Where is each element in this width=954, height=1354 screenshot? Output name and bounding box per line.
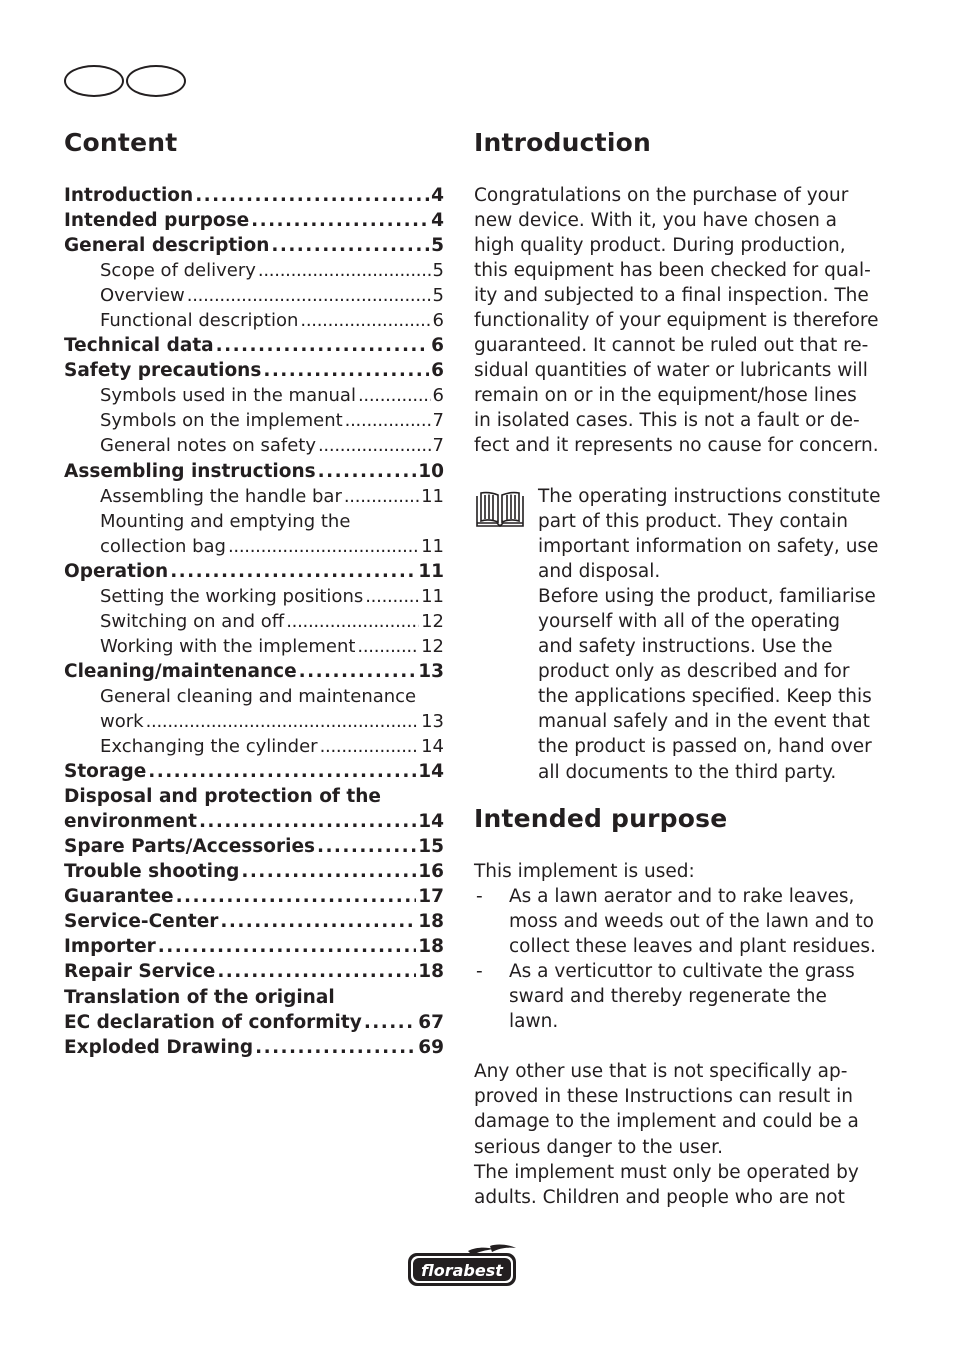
toc-entry-page: 10 <box>418 460 444 482</box>
toc-entry-label: Storage <box>64 761 147 783</box>
introduction-heading: Introduction <box>474 128 651 157</box>
toc-dot-leader <box>263 358 429 383</box>
toc-entry-label: Importer <box>64 936 156 958</box>
toc-dot-leader <box>170 559 416 584</box>
introduction-text <box>474 183 879 459</box>
purpose-line: damage to the implement and could be a <box>474 1111 859 1133</box>
toc-dot-leader <box>320 734 420 759</box>
intended-purpose-text <box>474 859 876 1210</box>
intro-line: Congratulations on the purchase of your <box>474 185 849 206</box>
manual-note-line: product only as described and for <box>538 661 850 683</box>
toc-entry <box>64 959 444 984</box>
toc-entry-page: 17 <box>418 886 444 908</box>
toc-dot-leader <box>158 934 416 959</box>
manual-note-line: part of this product. They contain <box>538 511 848 533</box>
toc-entry-label: Service-Center <box>64 911 219 933</box>
toc-entry <box>64 985 444 1010</box>
toc-entry-label: General description <box>64 235 270 257</box>
toc-entry <box>64 759 444 784</box>
toc-entry-label: Introduction <box>64 185 194 206</box>
purpose-line: serious danger to the user. <box>474 1136 723 1158</box>
bullet-dash: - <box>476 886 483 908</box>
toc-dot-leader <box>148 759 416 784</box>
toc-entry <box>64 509 444 534</box>
toc-entry-page: 18 <box>418 911 444 933</box>
toc-entry <box>64 659 444 684</box>
toc-entry-label: Switching on and off <box>100 610 285 632</box>
toc-entry-page: 13 <box>421 710 444 732</box>
toc-dot-leader <box>364 1010 416 1035</box>
toc-entry-label: Symbols on the implement <box>100 410 343 432</box>
intended-purpose-heading: Intended purpose <box>474 804 728 833</box>
toc-dot-leader <box>358 383 431 408</box>
language-oval-right <box>126 65 186 97</box>
bullet-line: As a verticuttor to cultivate the grass <box>509 961 855 983</box>
manual-note-line: important information on safety, use <box>538 536 879 558</box>
toc-entry-label: Operation <box>64 560 169 582</box>
toc-entry-page: 67 <box>418 1011 444 1033</box>
toc-entry <box>64 559 444 584</box>
toc-dot-leader <box>195 183 429 208</box>
toc-dot-leader <box>300 308 430 333</box>
toc-entry-page: 15 <box>418 836 444 858</box>
toc-entry-label: environment <box>64 811 197 833</box>
toc-entry <box>64 358 444 383</box>
toc-dot-leader <box>217 959 416 984</box>
toc-entry <box>64 1010 444 1035</box>
toc-entry <box>64 634 444 659</box>
toc-entry-label: Exchanging the cylinder <box>100 736 318 758</box>
purpose-after-text <box>474 1059 864 1209</box>
toc-entry-label: Overview <box>100 285 185 307</box>
toc-entry <box>64 609 444 634</box>
toc-entry-page: 11 <box>421 535 444 557</box>
toc-entry-label: Repair Service <box>64 961 216 983</box>
toc-entry <box>64 459 444 484</box>
toc-dot-leader <box>228 534 419 559</box>
toc-dot-leader <box>318 433 431 458</box>
purpose-line: The implement must only be operated by <box>474 1161 859 1183</box>
toc-entry-page: 7 <box>432 435 444 457</box>
toc-entry <box>64 884 444 909</box>
toc-entry-label: Exploded Drawing <box>64 1036 254 1058</box>
purpose-line: adults. Children and people who are not <box>474 1186 845 1208</box>
toc-dot-leader <box>216 333 429 358</box>
bullet-line: lawn. <box>509 1011 559 1033</box>
toc-dot-leader <box>299 659 417 684</box>
manual-note-line: Before using the product, familiarise <box>538 586 876 608</box>
toc-entry-page: 13 <box>418 660 444 682</box>
purpose-bullet-list <box>474 884 876 1034</box>
toc-entry-label: General cleaning and maintenance <box>100 685 417 707</box>
purpose-bullet <box>474 884 876 959</box>
toc-entry-label: Disposal and protection of the <box>64 786 381 808</box>
intro-line: new device. With it, you have chosen a <box>474 210 838 232</box>
bullet-dash: - <box>476 961 483 983</box>
toc-entry-page: 4 <box>431 185 444 206</box>
toc-entry <box>64 433 444 458</box>
toc-entry-page: 18 <box>418 961 444 983</box>
toc-dot-leader <box>365 584 419 609</box>
manual-note-text <box>538 484 881 785</box>
toc-dot-leader <box>271 233 429 258</box>
toc-dot-leader <box>255 1035 416 1060</box>
toc-entry-page: 11 <box>421 485 444 507</box>
manual-note-line: and safety instructions. Use the <box>538 636 833 658</box>
logo-text: florabest <box>421 1261 503 1280</box>
toc-entry-label: Translation of the original <box>64 986 335 1008</box>
language-oval-left <box>64 65 124 97</box>
toc-entry-label: work <box>100 710 144 732</box>
intro-line: this equipment has been checked for qual- <box>474 260 871 282</box>
table-of-contents <box>64 183 444 1060</box>
intro-line: ity and subjected to a final inspection. The <box>474 285 869 307</box>
toc-entry-page: 6 <box>431 335 444 357</box>
toc-entry-label: Intended purpose <box>64 210 250 232</box>
toc-entry <box>64 859 444 884</box>
toc-entry-label: Guarantee <box>64 886 174 908</box>
bullet-line: As a lawn aerator and to rake leaves, <box>509 886 855 908</box>
toc-dot-leader <box>187 283 431 308</box>
purpose-line: proved in these Instructions can result in <box>474 1086 853 1108</box>
toc-dot-leader <box>344 484 419 509</box>
intro-line: functionality of your equipment is therefore <box>474 310 879 332</box>
toc-entry <box>64 734 444 759</box>
toc-entry <box>64 909 444 934</box>
intro-line: guaranteed. It cannot be ruled out that re- <box>474 335 869 357</box>
toc-entry <box>64 408 444 433</box>
toc-entry-page: 5 <box>431 235 444 257</box>
toc-entry <box>64 233 444 258</box>
toc-dot-leader <box>357 634 419 659</box>
toc-entry-label: Symbols used in the manual <box>100 385 356 407</box>
toc-entry <box>64 183 444 208</box>
toc-entry <box>64 534 444 559</box>
toc-entry-page: 11 <box>418 560 444 582</box>
toc-entry <box>64 383 444 408</box>
intro-line: high quality product. During production, <box>474 235 846 257</box>
toc-entry-label: Scope of delivery <box>100 260 256 282</box>
toc-entry-page: 6 <box>432 310 444 332</box>
toc-entry-page: 12 <box>421 610 444 632</box>
toc-entry-label: Assembling the handle bar <box>100 485 342 507</box>
toc-dot-leader <box>317 834 416 859</box>
purpose-lead: This implement is used: <box>474 861 695 882</box>
toc-entry-page: 4 <box>431 210 444 232</box>
toc-dot-leader <box>258 258 431 283</box>
toc-dot-leader <box>146 709 420 734</box>
manual-note-line: manual safely and in the event that <box>538 711 870 733</box>
toc-entry-label: Mounting and emptying the <box>100 510 351 532</box>
toc-dot-leader <box>345 408 431 433</box>
bullet-line: moss and weeds out of the lawn and to <box>509 911 874 933</box>
toc-entry-label: Cleaning/maintenance <box>64 660 297 682</box>
toc-entry-page: 7 <box>432 410 444 432</box>
toc-entry <box>64 684 444 709</box>
bullet-line: sward and thereby regenerate the <box>509 986 827 1008</box>
purpose-line: Any other use that is not specifically ap- <box>474 1061 848 1083</box>
manual-note-line: yourself with all of the operating <box>538 611 840 633</box>
toc-entry <box>64 258 444 283</box>
toc-dot-leader <box>286 609 419 634</box>
toc-entry-label: General notes on safety <box>100 435 316 457</box>
purpose-bullet <box>474 959 864 1034</box>
blank-line <box>474 1034 864 1059</box>
toc-dot-leader <box>220 909 416 934</box>
toc-entry <box>64 283 444 308</box>
toc-entry <box>64 809 444 834</box>
toc-dot-leader <box>318 459 417 484</box>
florabest-logo <box>406 1244 519 1288</box>
toc-entry-page: 16 <box>418 861 444 883</box>
toc-entry-label: Working with the implement <box>100 635 356 657</box>
toc-dot-leader <box>241 859 416 884</box>
toc-entry-label: Assembling instructions <box>64 460 316 482</box>
manual-note-line: the applications specified. Keep this <box>538 686 872 708</box>
manual-note-line: all documents to the third party. <box>538 761 837 783</box>
toc-entry-label: Trouble shooting <box>64 861 240 883</box>
toc-entry <box>64 934 444 959</box>
toc-entry-page: 12 <box>421 635 444 657</box>
toc-entry-label: Setting the working positions <box>100 585 364 607</box>
toc-entry <box>64 333 444 358</box>
toc-entry <box>64 1035 444 1060</box>
toc-entry-page: 6 <box>431 360 444 382</box>
manual-note-line: and disposal. <box>538 561 661 583</box>
bullet-line: collect these leaves and plant residues. <box>509 936 876 958</box>
toc-entry <box>64 709 444 734</box>
toc-entry-page: 14 <box>418 811 444 833</box>
toc-entry-page: 5 <box>432 260 444 282</box>
intro-line: sidual quantities of water or lubricants will <box>474 360 868 382</box>
toc-entry-page: 14 <box>421 736 444 758</box>
content-heading: Content <box>64 128 178 157</box>
toc-entry <box>64 834 444 859</box>
intro-line: fect and it represents no cause for concern. <box>474 435 879 457</box>
toc-entry <box>64 208 444 233</box>
toc-entry-page: 18 <box>418 936 444 958</box>
toc-entry-label: Safety precautions <box>64 360 262 382</box>
toc-entry-label: Spare Parts/Accessories <box>64 836 315 858</box>
manual-note-line: The operating instructions constitute <box>538 486 881 507</box>
intro-line: remain on or in the equipment/hose lines <box>474 385 857 407</box>
toc-entry-page: 14 <box>418 761 444 783</box>
toc-entry <box>64 584 444 609</box>
toc-entry <box>64 784 444 809</box>
toc-dot-leader <box>199 809 416 834</box>
toc-entry-page: 11 <box>421 585 444 607</box>
toc-entry-page: 5 <box>432 285 444 307</box>
toc-dot-leader <box>251 208 429 233</box>
toc-entry-page: 69 <box>418 1036 444 1058</box>
toc-entry-label: Functional description <box>100 310 299 332</box>
toc-entry-label: Technical data <box>64 335 214 357</box>
toc-entry-label: EC declaration of conformity <box>64 1011 362 1033</box>
toc-entry-label: collection bag <box>100 535 226 557</box>
toc-entry-page: 6 <box>432 385 444 407</box>
intro-line: in isolated cases. This is not a fault or de- <box>474 410 860 432</box>
toc-entry <box>64 308 444 333</box>
toc-dot-leader <box>176 884 417 909</box>
toc-entry <box>64 484 444 509</box>
open-book-icon <box>474 490 526 530</box>
manual-note-line: the product is passed on, hand over <box>538 736 872 758</box>
language-marker <box>64 65 188 99</box>
